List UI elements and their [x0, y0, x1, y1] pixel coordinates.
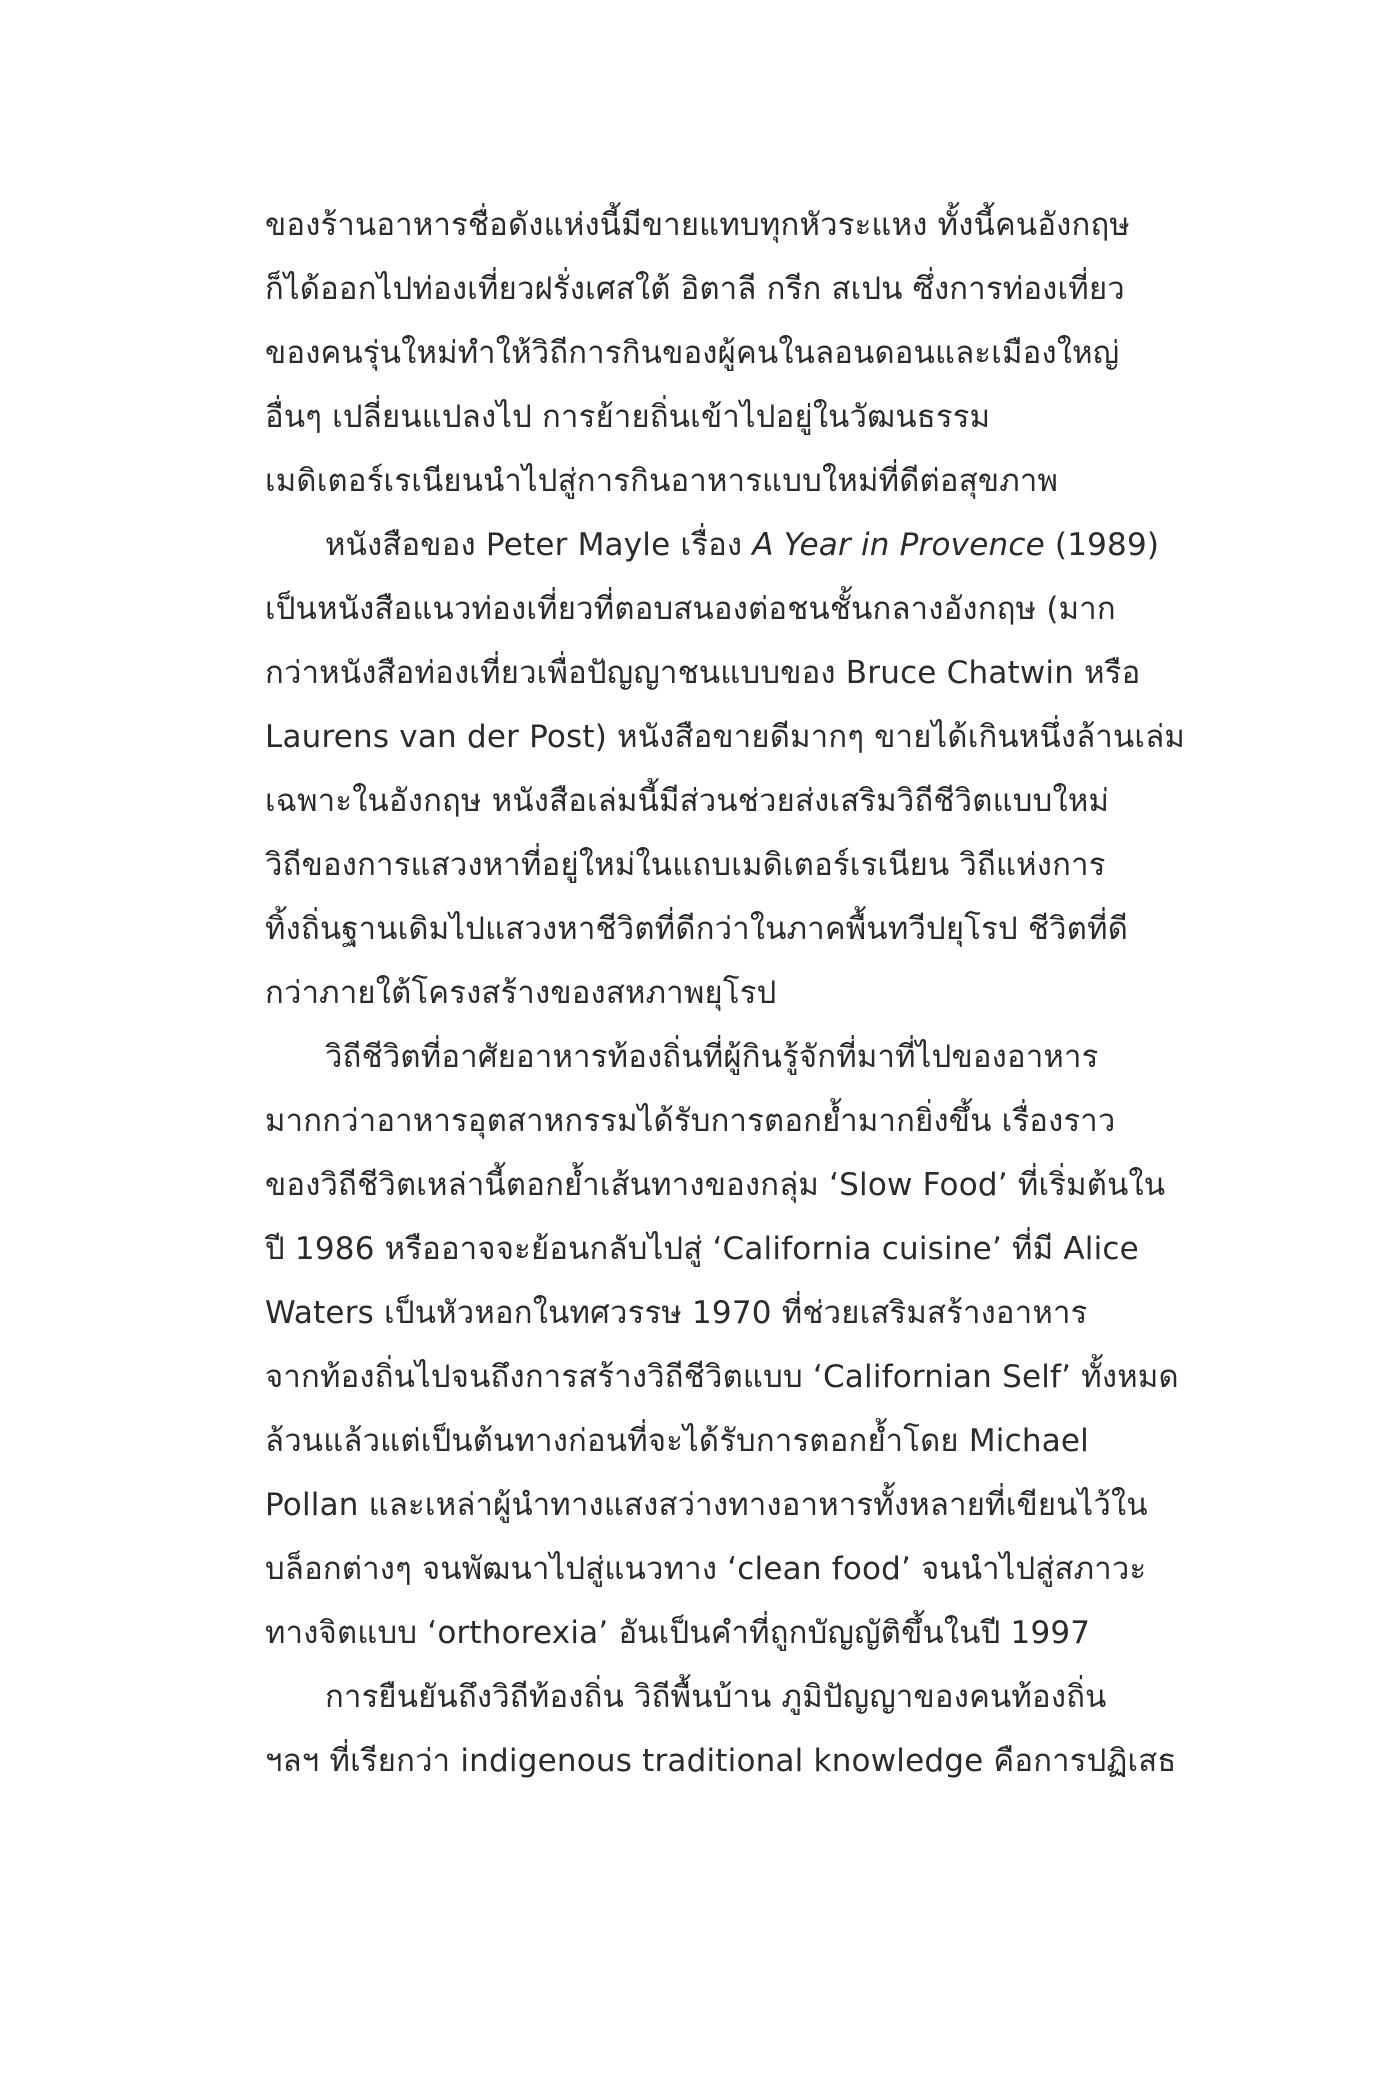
paragraph-line: Laurens van der Post) หนังสือขายดีมากๆ ขายได้เกินหนึ่งล้านเล่ม [265, 719, 1186, 755]
paragraph-line: ล้วนแล้วแต่เป็นต้นทางก่อนที่จะได้รับการตอกย้ำโดย Michael [265, 1423, 1089, 1459]
paragraph-line: ปี 1986 หรืออาจจะย้อนกลับไปสู่ ‘California cuisine’ ที่มี Alice [265, 1231, 1139, 1267]
paragraph-line: ทิ้งถิ่นฐานเดิมไปแสวงหาชีวิตที่ดีกว่าในภาคพื้นทวีปยุโรป ชีวิตที่ดี [265, 911, 1129, 947]
paragraph-line: ทางจิตแบบ ‘orthorexia’ อันเป็นคำที่ถูกบัญญัติขึ้นในปี 1997 [265, 1615, 1091, 1651]
paragraph-line: ของคนรุ่นใหม่ทำให้วิถีการกินของผู้คนในลอนดอนและเมืองใหญ่ [265, 335, 1120, 371]
paragraph-line: ก็ได้ออกไปท่องเที่ยวฝรั่งเศสใต้ อิตาลี กรีก สเปน ซึ่งการท่องเที่ยว [265, 271, 1125, 307]
paragraph-line: ของวิถีชีวิตเหล่านี้ตอกย้ำเส้นทางของกลุ่ม ‘Slow Food’ ที่เริ่มต้นใน [265, 1167, 1166, 1203]
paragraph-line: Waters เป็นหัวหอกในทศวรรษ 1970 ที่ช่วยเสริมสร้างอาหาร [265, 1295, 1088, 1331]
paragraph-line: เมดิเตอร์เรเนียนนำไปสู่การกินอาหารแบบใหม่ที่ดีต่อสุขภาพ [265, 463, 1059, 499]
paragraph-line: อื่นๆ เปลี่ยนแปลงไป การย้ายถิ่นเข้าไปอยู่ในวัฒนธรรม [265, 399, 991, 435]
paragraph-line: ของร้านอาหารชื่อดังแห่งนี้มีขายแทบทุกหัวระแหง ทั้งนี้คนอังกฤษ [265, 207, 1131, 243]
paragraph-line: เป็นหนังสือแนวท่องเที่ยวที่ตอบสนองต่อชนชั้นกลางอังกฤษ (มาก [265, 591, 1116, 627]
paragraph-first-line: วิถีชีวิตที่อาศัยอาหารท้องถิ่นที่ผู้กินรู้จักที่มาที่ไปของอาหาร [325, 1039, 1099, 1075]
paragraph-line: Pollan และเหล่าผู้นำทางแสงสว่างทางอาหารทั้งหลายที่เขียนไว้ใน [265, 1487, 1148, 1523]
paragraph-line: กว่าภายใต้โครงสร้างของสหภาพยุโรป [265, 975, 777, 1011]
paragraph-first-line [265, 513, 1255, 577]
book-title-italic: A Year in Provence [752, 527, 1045, 563]
paragraph-line: วิถีของการแสวงหาที่อยู่ใหม่ในแถบเมดิเตอร์เรเนียน วิถีแห่งการ [265, 847, 1106, 883]
paragraph-line: มากกว่าอาหารอุตสาหกรรมได้รับการตอกย้ำมากยิ่งขึ้น เรื่องราว [265, 1103, 1116, 1139]
paragraph-line: กว่าหนังสือท่องเที่ยวเพื่อปัญญาชนแบบของ Bruce Chatwin หรือ [265, 655, 1141, 691]
line-text: (1989) [1044, 527, 1160, 563]
paragraph-line: เฉพาะในอังกฤษ หนังสือเล่มนี้มีส่วนช่วยส่งเสริมวิถีชีวิตแบบใหม่ [265, 783, 1110, 819]
line-text: หนังสือของ Peter Mayle เรื่อง [325, 527, 753, 563]
paragraph-line: บล็อกต่างๆ จนพัฒนาไปสู่แนวทาง ‘clean food’ จนนำไปสู่สภาวะ [265, 1551, 1147, 1587]
body-text [265, 193, 1255, 1793]
paragraph-first-line: การยืนยันถึงวิถีท้องถิ่น วิถีพื้นบ้าน ภูมิปัญญาของคนท้องถิ่น [325, 1679, 1107, 1715]
paragraph-line: ฯลฯ ที่เรียกว่า indigenous traditional knowledge คือการปฏิเสธ [265, 1743, 1177, 1779]
paragraph-line: จากท้องถิ่นไปจนถึงการสร้างวิถีชีวิตแบบ ‘Californian Self’ ทั้งหมด [265, 1359, 1179, 1395]
